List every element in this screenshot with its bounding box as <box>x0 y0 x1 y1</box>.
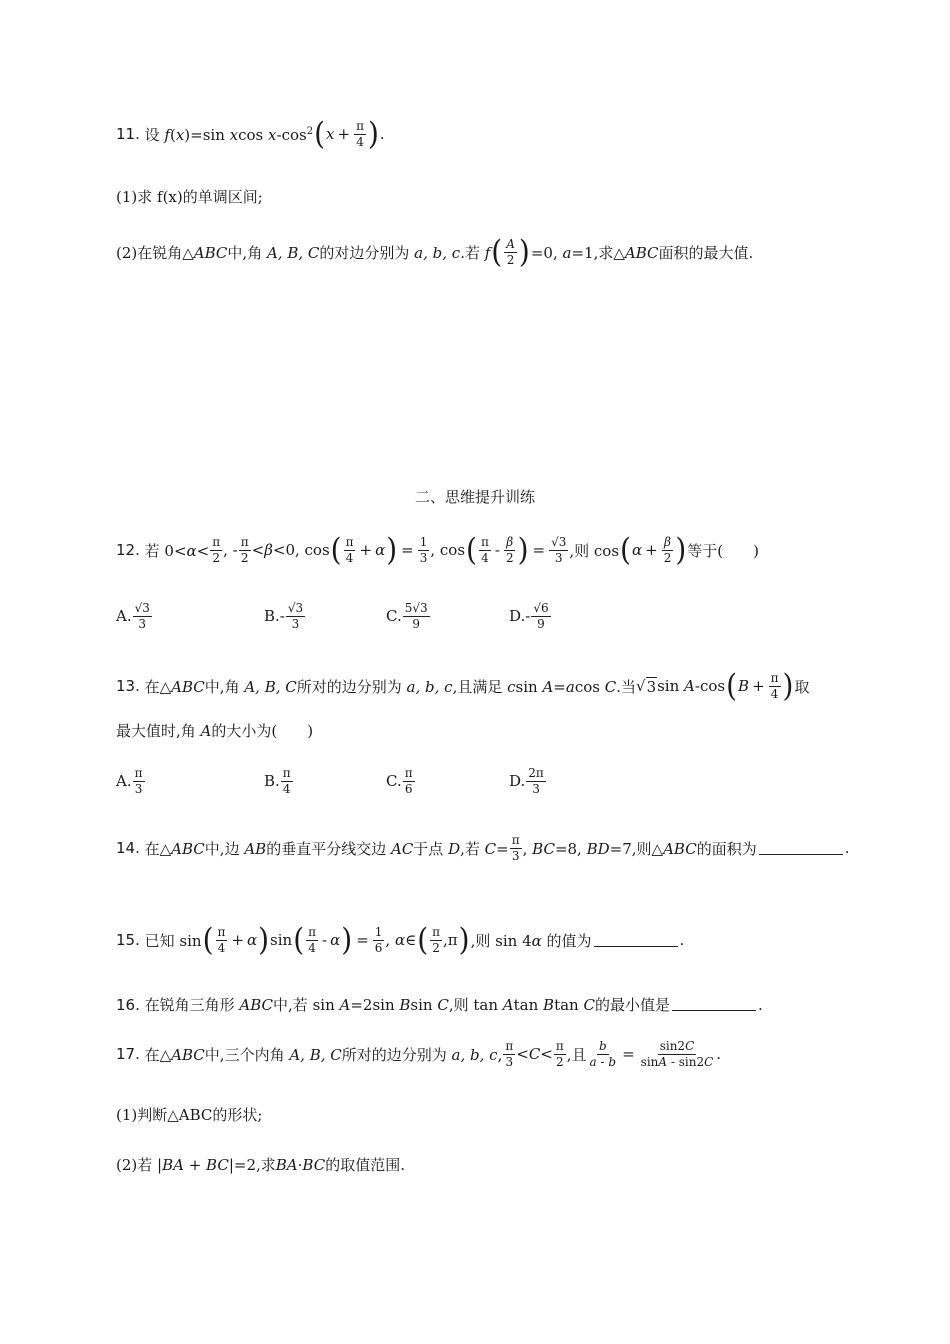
q11-part1: (1)求 f(x)的单调区间; <box>116 188 263 206</box>
q16-answer-blank[interactable] <box>672 998 756 1011</box>
q17-part2: (2)若 |BA + BC|=2,求BA·BC的取值范围. <box>116 1156 405 1174</box>
q15-number: 15. <box>116 931 140 950</box>
q12-option-a: A. $\frac{√3}{3}$ <box>116 601 150 631</box>
q15-stem: 15. 已知 sin ( $\frac{\pi}{4}$ + α ) sin ( $\frac{\pi}{4}$ - α ) = $\frac{1}{6}$ , α∈ ( $\frac{\pi}{2}$ ,π ) ,则 sin 4α 的值为 . <box>116 921 685 958</box>
q13-number: 13. <box>116 677 140 696</box>
q13-option-c: C. $\frac{\pi}{6}$ <box>386 766 413 796</box>
q17-stem: 17. 在△ABC中,三个内角 A, B, C所对的边分别为 a, b, c, $\frac{\pi}{3}$ <C< $\frac{\pi}{2}$ ,且 $\frac{b}{a - b}$ = $\frac{\sin 2C}{\sin A - \sin 2C}$ . <box>116 1039 722 1069</box>
q13-option-b: B. $\frac{\pi}{4}$ <box>264 766 291 796</box>
q12-option-d: D.- $\frac{√6}{9}$ <box>509 601 549 631</box>
q12-option-b: B.- $\frac{√3}{3}$ <box>264 601 304 631</box>
q16-number: 16. <box>116 995 140 1014</box>
q16-stem: 16. 在锐角三角形 ABC中,若 sin A=2sin Bsin C,则 tan Atan Btan C的最小值是 . <box>116 995 763 1014</box>
q13-option-a: A. $\frac{\pi}{3}$ <box>116 766 143 796</box>
q13-stem: 13. 在△ABC中,角 A, B, C所对的边分别为 a, b, c,且满足 csin A=acos C.当 √ 3 sin A-cos ( B + $\frac{\pi}{4}$ ) 取 <box>116 667 810 704</box>
q11-number: 11. <box>116 125 140 144</box>
q17-part1: (1)判断△ABC的形状; <box>116 1106 263 1124</box>
section-title: 二、思维提升训练 <box>414 488 535 506</box>
q14-stem: 14. 在△ABC中,边 AB的垂直平分线交边 AC于点 D,若 C= $\frac{\pi}{3}$ , BC=8, BD=7,则△ABC的面积为 . <box>116 833 850 863</box>
q13-option-d: D. $\frac{2\pi}{3}$ <box>509 766 544 796</box>
q15-answer-blank[interactable] <box>594 934 678 947</box>
q14-number: 14. <box>116 839 140 858</box>
q14-answer-blank[interactable] <box>759 842 843 855</box>
q12-option-c: C. $\frac{5√3}{9}$ <box>386 601 428 631</box>
q13-stem-line2: 最大值时,角 A的大小为( ) <box>116 722 314 740</box>
q17-number: 17. <box>116 1045 140 1064</box>
q12-number: 12. <box>116 541 140 560</box>
q11-part2: (2)在锐角△ABC中,角 A, B, C的对边分别为 a, b, c.若 f ( $\frac{A}{2}$ ) =0, a=1,求△ABC面积的最大值. <box>116 233 754 270</box>
q11-stem: 11. 设 f(x)=sin xcos $x-\cos^2$ ( x + $\frac{\pi}{4}$ ) . <box>116 115 385 152</box>
q12-stem: 12. 若 0<α< $\frac{\pi}{2}$ , - $\frac{\pi}{2}$ <β<0, cos ( $\frac{\pi}{4}$ + α ) = $\frac{1}{3}$ , cos ( $\frac{\pi}{4}$ - $\frac{\beta}{2}$ ) = $\frac{√3}{3}$ ,则 cos ( α + $\frac{\beta}{2}$ ) 等于( ) <box>116 531 759 568</box>
